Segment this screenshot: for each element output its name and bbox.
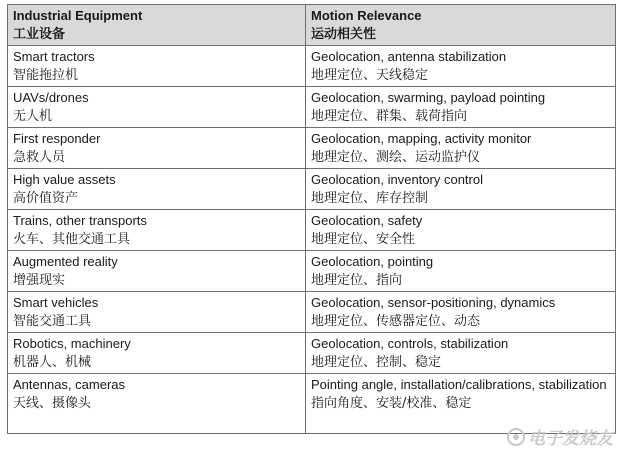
- table-row: [8, 128, 616, 169]
- relevance-cell: [306, 292, 616, 333]
- relevance-zh: 地理定位、指向: [311, 273, 403, 288]
- header-motion-relevance: [306, 5, 616, 46]
- equipment-cell: [8, 128, 306, 169]
- table-row: [8, 251, 616, 292]
- header-col1-zh: 工业设备: [13, 27, 66, 42]
- equipment-en: Antennas, cameras: [13, 377, 126, 392]
- table-header-row: [8, 5, 616, 46]
- relevance-zh: 地理定位、安全性: [311, 232, 416, 247]
- equipment-en: High value assets: [13, 172, 116, 187]
- equipment-cell: [8, 210, 306, 251]
- relevance-cell: [306, 46, 616, 87]
- table-row: [8, 292, 616, 333]
- equipment-zh: 增强现实: [13, 273, 66, 288]
- relevance-zh: 地理定位、库存控制: [311, 191, 429, 206]
- equipment-cell: [8, 292, 306, 333]
- equipment-en: UAVs/drones: [13, 90, 89, 105]
- relevance-zh: 指向角度、安装/校准、稳定: [311, 396, 472, 411]
- relevance-en: Geolocation, pointing: [311, 254, 434, 269]
- equipment-cell: [8, 333, 306, 374]
- relevance-cell: [306, 210, 616, 251]
- table-row: [8, 374, 616, 434]
- table-row: [8, 169, 616, 210]
- relevance-cell: [306, 251, 616, 292]
- relevance-cell: [306, 87, 616, 128]
- relevance-en: Geolocation, swarming, payload pointing: [311, 90, 546, 105]
- relevance-en: Geolocation, safety: [311, 213, 423, 228]
- header-col2-zh: 运动相关性: [311, 27, 377, 42]
- table-row: [8, 46, 616, 87]
- relevance-en: Geolocation, sensor-positioning, dynamics: [311, 295, 556, 310]
- relevance-zh: 地理定位、测绘、运动监护仪: [311, 150, 481, 165]
- equipment-cell: [8, 46, 306, 87]
- watermark-text: 电子发烧友: [528, 429, 613, 449]
- equipment-zh: 智能交通工具: [13, 314, 92, 329]
- equipment-en: Smart vehicles: [13, 295, 99, 310]
- relevance-zh: 地理定位、群集、载荷指向: [311, 109, 468, 124]
- equipment-en: Trains, other transports: [13, 213, 147, 228]
- equipment-zh: 高价值资产: [13, 191, 79, 206]
- equipment-cell: [8, 374, 306, 434]
- relevance-en: Geolocation, controls, stabilization: [311, 336, 509, 351]
- equipment-en: First responder: [13, 131, 101, 146]
- relevance-cell: [306, 128, 616, 169]
- equipment-zh: 无人机: [13, 109, 53, 124]
- equipment-en: Smart tractors: [13, 49, 95, 64]
- relevance-cell: [306, 374, 616, 434]
- relevance-zh: 地理定位、天线稳定: [311, 68, 429, 83]
- header-col2-en: Motion Relevance: [311, 8, 422, 23]
- header-industrial-equipment: [8, 5, 306, 46]
- relevance-zh: 地理定位、传感器定位、动态: [311, 314, 481, 329]
- header-col1-en: Industrial Equipment: [13, 8, 143, 23]
- table-row: [8, 210, 616, 251]
- equipment-en: Augmented reality: [13, 254, 118, 269]
- relevance-en: Pointing angle, installation/calibrations, stabilization: [311, 377, 607, 392]
- equipment-zh: 火车、其他交通工具: [13, 232, 131, 247]
- motion-relevance-table: [7, 4, 616, 434]
- equipment-zh: 机器人、机械: [13, 355, 92, 370]
- equipment-zh: 智能拖拉机: [13, 68, 79, 83]
- relevance-en: Geolocation, mapping, activity monitor: [311, 131, 532, 146]
- relevance-cell: [306, 333, 616, 374]
- equipment-cell: [8, 87, 306, 128]
- equipment-cell: [8, 169, 306, 210]
- equipment-zh: 急救人员: [13, 150, 66, 165]
- table-row: [8, 333, 616, 374]
- relevance-cell: [306, 169, 616, 210]
- relevance-zh: 地理定位、控制、稳定: [311, 355, 442, 370]
- relevance-en: Geolocation, antenna stabilization: [311, 49, 507, 64]
- relevance-en: Geolocation, inventory control: [311, 172, 483, 187]
- table-row: [8, 87, 616, 128]
- equipment-cell: [8, 251, 306, 292]
- equipment-zh: 天线、摄像头: [13, 396, 92, 411]
- equipment-en: Robotics, machinery: [13, 336, 131, 351]
